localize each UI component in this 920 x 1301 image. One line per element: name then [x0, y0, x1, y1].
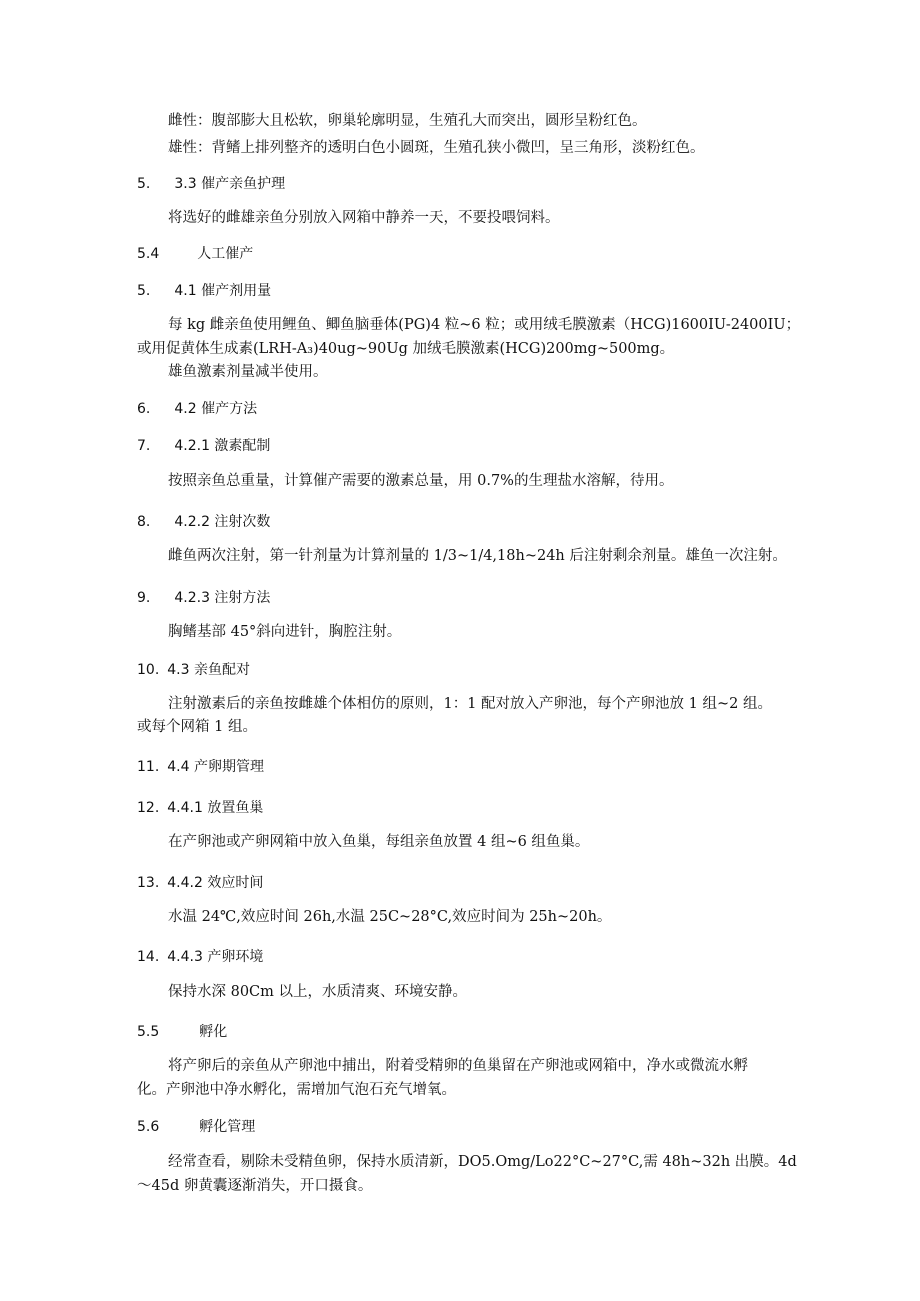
section-number: 5.5	[137, 1024, 160, 1040]
section-number: 5.6	[137, 1119, 160, 1135]
section-number: 11.	[137, 759, 160, 775]
paragraph-line: 将产卵后的亲鱼从产卵池中捕出，附着受精卵的鱼巢留在产卵池或网箱中，净水或微流水孵	[168, 1058, 748, 1074]
section-title: 4.4.2 效应时间	[167, 875, 264, 891]
section-heading	[137, 1117, 255, 1137]
paragraph-line: 或每个网箱 1 组。	[137, 719, 257, 735]
section-title: 4.2.2 注射次数	[174, 514, 271, 530]
section-title: 4.3 亲鱼配对	[167, 662, 250, 678]
section-title: 4.2.1 激素配制	[174, 438, 271, 454]
paragraph-line: 雄鱼激素剂量减半使用。	[168, 364, 328, 380]
section-number: 14.	[137, 949, 160, 965]
section-title: 4.4 产卵期管理	[167, 759, 264, 775]
section-heading	[137, 588, 270, 608]
paragraph-line: 水温 24℃,效应时间 26h,水温 25C~28°C,效应时间为 25h~20h。	[168, 909, 612, 925]
paragraph-line: 经常查看，剔除未受精鱼卵，保持水质清新，DO5.Omg/Lo22°C~27°C,需 48h~32h 出膜。4d	[168, 1154, 797, 1170]
section-heading	[137, 512, 270, 532]
section-heading	[137, 798, 263, 818]
section-heading	[137, 757, 264, 777]
paragraph-line: 化。产卵池中净水孵化，需增加气泡石充气增氧。	[137, 1082, 456, 1098]
section-heading	[137, 436, 270, 456]
paragraph-line: 注射激素后的亲鱼按雌雄个体相仿的原则，1：1 配对放入产卵池，每个产卵池放 1 组~2 组。	[168, 696, 772, 712]
section-heading	[137, 399, 257, 419]
section-title: 4.1 催产剂用量	[174, 283, 272, 299]
paragraph-line: 雌鱼两次注射，第一针剂量为计算剂量的 1/3~1/4,18h~24h 后注射剩余剂量。雄鱼一次注射。	[168, 548, 787, 564]
section-title: 4.2 催产方法	[174, 401, 258, 417]
section-title: 4.2.3 注射方法	[174, 590, 271, 606]
paragraph-line: 将选好的雌雄亲鱼分别放入网箱中静养一天，不要投喂饲料。	[168, 210, 560, 226]
section-number: 13.	[137, 875, 160, 891]
section-heading	[137, 281, 271, 301]
section-number: 8.	[137, 514, 151, 530]
paragraph-line: 或用促黄体生成素(LRH-A₃)40ug~90Ug 加绒毛膜激素(HCG)200mg~500mg。	[137, 341, 675, 357]
paragraph-line: 保持水深 80Cm 以上，水质清爽、环境安静。	[168, 984, 468, 1000]
section-title: 人工催产	[197, 246, 254, 262]
section-number: 6.	[137, 401, 151, 417]
section-heading	[137, 660, 250, 680]
section-number: 7.	[137, 438, 151, 454]
section-title: 孵化管理	[199, 1119, 256, 1135]
section-number: 12.	[137, 800, 160, 816]
paragraph-line: 每 kg 雌亲鱼使用鲤鱼、鲫鱼脑垂体(PG)4 粒~6 粒；或用绒毛膜激素（HCG)1600IU-2400IU；	[168, 317, 801, 333]
section-title: 4.4.1 放置鱼巢	[167, 800, 264, 816]
section-heading	[137, 1022, 227, 1042]
section-title: 3.3 催产亲鱼护理	[174, 176, 286, 192]
paragraph-line: 雌性：腹部膨大且松软，卵巢轮廓明显，生殖孔大而突出，圆形呈粉红色。	[168, 113, 647, 129]
section-heading	[137, 174, 285, 194]
section-heading	[137, 947, 263, 967]
section-number: 10.	[137, 662, 160, 678]
section-number: 5.	[137, 283, 151, 299]
paragraph-line: 雄性：背鳍上排列整齐的透明白色小圆斑，生殖孔狭小微凹，呈三角形，淡粉红色。	[168, 140, 705, 156]
paragraph-line: 胸鳍基部 45°斜向进针，胸腔注射。	[168, 624, 402, 640]
paragraph-line: ～45d 卵黄囊逐渐消失，开口摄食。	[137, 1178, 373, 1194]
section-number: 5.	[137, 176, 151, 192]
paragraph-line: 在产卵池或产卵网箱中放入鱼巢，每组亲鱼放置 4 组~6 组鱼巢。	[168, 834, 590, 850]
paragraph-line: 按照亲鱼总重量，计算催产需要的激素总量，用 0.7%的生理盐水溶解，待用。	[168, 473, 674, 489]
section-title: 孵化	[199, 1024, 228, 1040]
section-heading	[137, 244, 253, 264]
section-heading	[137, 873, 263, 893]
section-number: 5.4	[137, 246, 160, 262]
section-number: 9.	[137, 590, 151, 606]
section-title: 4.4.3 产卵环境	[167, 949, 264, 965]
